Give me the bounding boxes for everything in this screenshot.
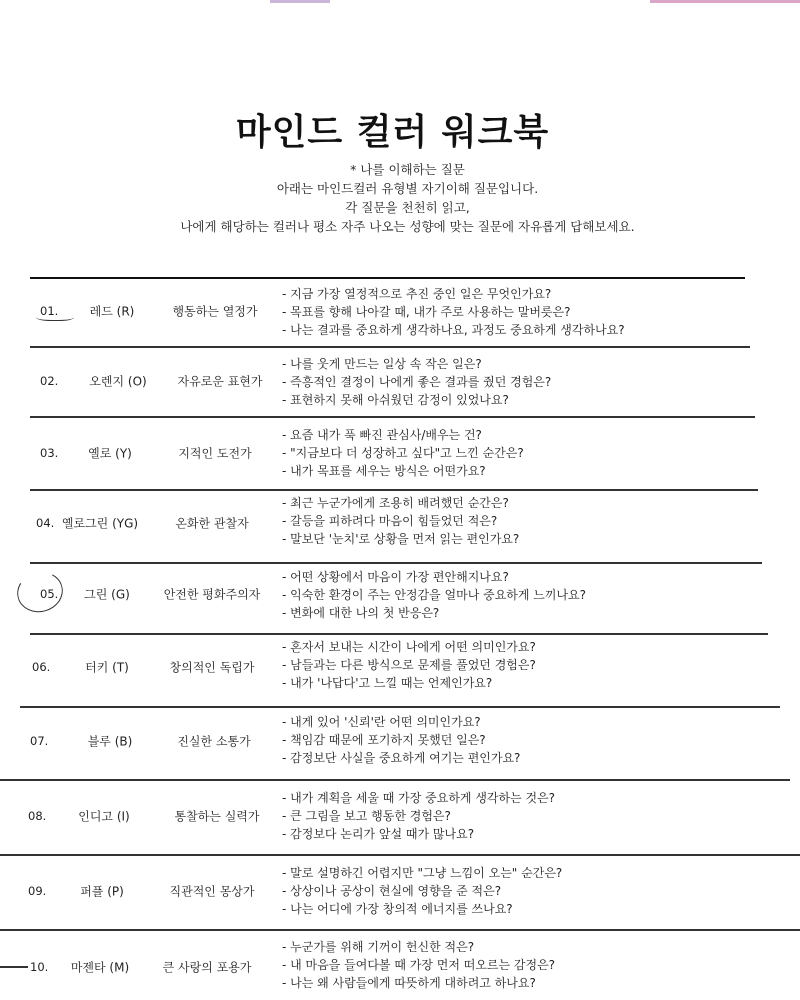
question: - "지금보다 더 성장하고 싶다"고 느낀 순간은? [282, 446, 524, 460]
row-type: 행동하는 열정가 [172, 304, 258, 319]
table-row [0, 930, 800, 1000]
intro-text [0, 160, 800, 236]
question: - 내가 '나답다'고 느낄 때는 언제인가요? [282, 676, 493, 690]
row-questions [282, 938, 555, 992]
row-type: 큰 사랑의 포용가 [162, 960, 252, 975]
row-type: 직관적인 몽상가 [169, 884, 255, 899]
pen-underline-mark [36, 312, 74, 321]
question: - 갈등을 피하려다 마음이 힘들었던 적은? [282, 514, 498, 528]
row-color: 터키 (T) [85, 660, 129, 675]
row-questions [282, 568, 586, 622]
question: - 지금 가장 열정적으로 추진 중인 일은 무엇인가요? [282, 287, 552, 301]
row-questions [282, 789, 555, 843]
row-questions [282, 285, 625, 339]
row-questions [282, 426, 524, 480]
row-type: 안전한 평화주의자 [163, 587, 261, 602]
question: - 익숙한 환경이 주는 안정감을 얼마나 중요하게 느끼나요? [282, 588, 587, 602]
question: - 남들과는 다른 방식으로 문제를 풀었던 경험은? [282, 658, 536, 672]
row-number: 10. [30, 960, 49, 974]
question: - 나를 웃게 만드는 일상 속 작은 일은? [282, 357, 482, 371]
top-edge-mark [270, 0, 330, 3]
page-title: 마인드 컬러 워크북 [235, 112, 550, 153]
row-questions [282, 638, 536, 692]
top-edge-mark [650, 0, 800, 3]
row-number: 08. [28, 809, 47, 823]
question: - 누군가를 위해 기꺼이 헌신한 적은? [282, 940, 475, 954]
intro-line: 아래는 마인드컬러 유형별 자기이해 질문입니다. [276, 181, 539, 196]
row-questions [282, 713, 520, 767]
row-type: 통찰하는 실력가 [174, 809, 260, 824]
table-row [0, 417, 800, 489]
question: - 말로 설명하긴 어렵지만 "그냥 느낌이 오는" 순간은? [282, 866, 563, 880]
question: - 나는 왜 사람들에게 따뜻하게 대하려고 하나요? [282, 976, 536, 990]
intro-line: 나에게 해당하는 컬러나 평소 자주 나오는 성향에 맞는 질문에 자유롭게 답해보세요. [180, 219, 635, 234]
intro-line: 각 질문을 천천히 읽고, [345, 200, 470, 215]
row-color: 레드 (R) [89, 304, 135, 319]
row-color: 옐로 (Y) [88, 446, 132, 461]
row-type: 지적인 도전가 [178, 446, 252, 461]
table-row [0, 707, 800, 779]
table-row [0, 347, 800, 415]
row-number: 06. [32, 660, 51, 674]
question: - 말보단 '눈치'로 상황을 먼저 읽는 편인가요? [282, 532, 520, 546]
question: - 상상이나 공상이 현실에 영향을 준 적은? [282, 884, 502, 898]
row-number: 04. [36, 516, 55, 530]
question: - 혼자서 보내는 시간이 나에게 어떤 의미인가요? [282, 640, 536, 654]
question: - 어떤 상황에서 마음이 가장 편안해지나요? [282, 570, 509, 584]
row-type: 자유로운 표현가 [177, 374, 263, 389]
row-number: 07. [30, 734, 49, 748]
row-questions [282, 494, 519, 548]
question: - 나는 어디에 가장 창의적 에너지를 쓰나요? [282, 902, 513, 916]
question: - 내가 목표를 세우는 방식은 어떤가요? [282, 464, 486, 478]
question: - 내 마음을 들여다볼 때 가장 먼저 떠오르는 감정은? [282, 958, 556, 972]
intro-heading: * 나를 이해하는 질문 [350, 162, 465, 177]
row-color: 인디고 (I) [78, 809, 130, 824]
question: - 나는 결과를 중요하게 생각하나요, 과정도 중요하게 생각하나요? [282, 323, 625, 337]
row-color: 옐로그린 (YG) [61, 516, 139, 531]
row-color: 마젠타 (M) [70, 960, 130, 975]
row-number: 09. [28, 884, 47, 898]
question: - 즉흥적인 결정이 나에게 좋은 결과를 줬던 경험은? [282, 375, 552, 389]
row-questions [282, 355, 551, 409]
question: - 변화에 대한 나의 첫 반응은? [282, 606, 440, 620]
question: - 감정보단 사실을 중요하게 여기는 편인가요? [282, 751, 521, 765]
row-color: 그린 (G) [84, 587, 130, 602]
row-color: 블루 (B) [87, 734, 133, 749]
table-row [0, 563, 800, 633]
row-number: 01. [40, 304, 59, 318]
row-number: 05. [40, 587, 59, 601]
table-row [0, 278, 800, 346]
question: - 내가 계획을 세울 때 가장 중요하게 생각하는 것은? [282, 791, 556, 805]
question: - 큰 그림을 보고 행동한 경험은? [282, 809, 451, 823]
question: - 요즘 내가 푹 빠진 관심사/배우는 건? [282, 428, 482, 442]
table-row [0, 490, 800, 562]
row-color: 오렌지 (O) [89, 374, 147, 389]
question: - 책임감 때문에 포기하지 못했던 일은? [282, 733, 486, 747]
row-color: 퍼플 (P) [80, 884, 124, 899]
question: - 감정보다 논리가 앞설 때가 많나요? [282, 827, 475, 841]
row-number: 02. [40, 374, 59, 388]
table-row [0, 855, 800, 929]
question: - 표현하지 못해 아쉬웠던 감정이 있었나요? [282, 393, 509, 407]
row-type: 창의적인 독립가 [169, 660, 255, 675]
row-number: 03. [40, 446, 59, 460]
question: - 내게 있어 '신뢰'란 어떤 의미인가요? [282, 715, 481, 729]
table-row [0, 780, 800, 854]
table-row [0, 634, 800, 706]
row-questions [282, 864, 562, 918]
row-type: 온화한 관찰자 [175, 516, 249, 531]
question: - 목표를 향해 나아갈 때, 내가 주로 사용하는 말버릇은? [282, 305, 571, 319]
question: - 최근 누군가에게 조용히 배려했던 순간은? [282, 496, 509, 510]
row-type: 진실한 소통가 [177, 734, 251, 749]
pen-strike-mark [0, 966, 28, 968]
